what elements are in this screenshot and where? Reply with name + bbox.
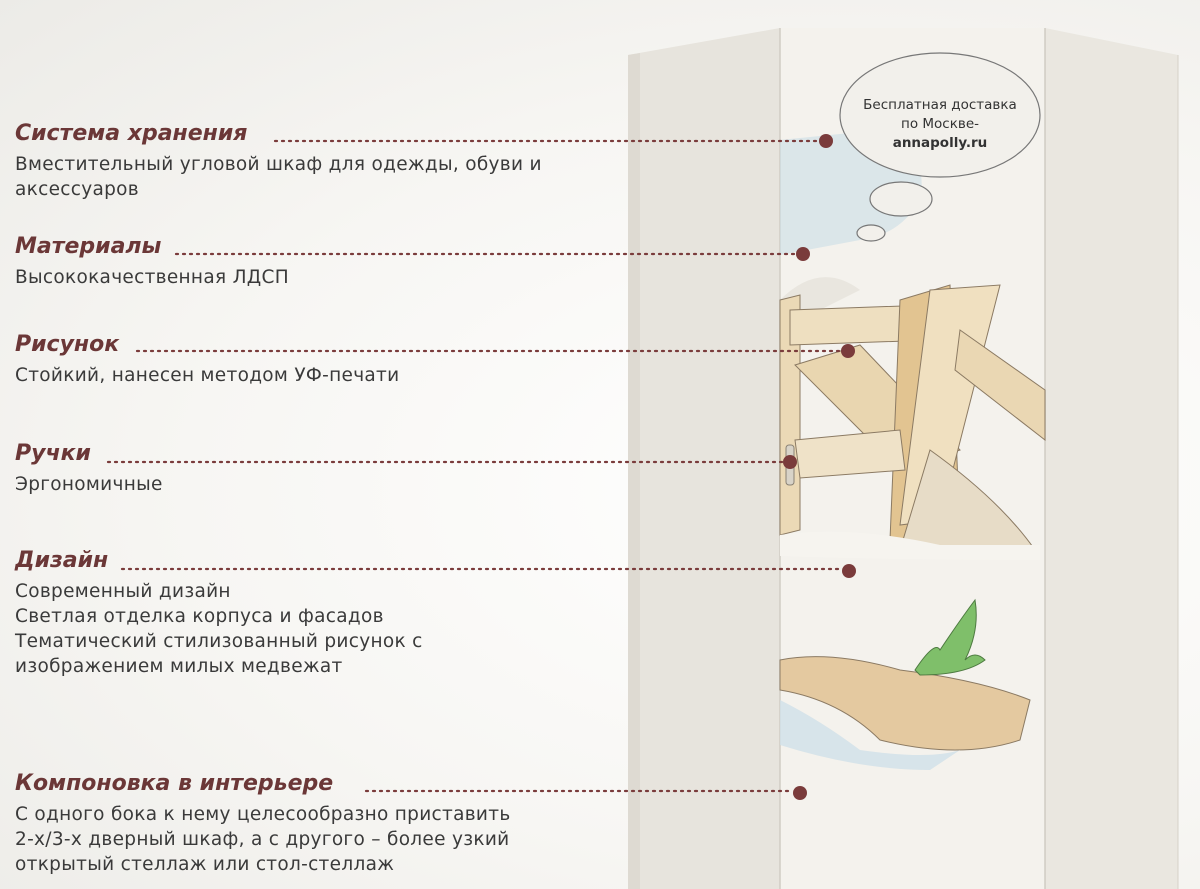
feature-title: Дизайн [15,548,109,573]
feature-description: Современный дизайн Светлая отделка корпуса и фасадов Тематический стилизованный рисунок с изображением милых медвежат [15,581,423,677]
feature-print [15,331,399,388]
feature-description: Высококачественная ЛДСП [15,267,289,288]
site-link[interactable]: annapolly.ru [892,135,988,151]
feature-title: Материалы [15,234,162,259]
wardrobe-side-panel [628,28,780,889]
feature-description: Эргономичные [15,474,163,495]
feature-description: Вместительный угловой шкаф для одежды, обуви и аксессуаров [15,154,542,200]
feature-title: Рисунок [15,332,120,357]
feature-description: С одного бока к нему целесообразно приставить 2-х/3-х дверный шкаф, а с другого – более узкий открытый стеллаж или стол-стеллаж [15,804,511,875]
feature-title: Компоновка в интерьере [15,771,334,796]
pointer-dot [842,564,856,578]
feature-layout [15,770,511,877]
pointer-dot [819,134,833,148]
pointer-dot [783,455,797,469]
feature-design [15,547,423,679]
feature-handles [15,440,163,497]
feature-title: Ручки [15,441,91,466]
pointer-dot [841,344,855,358]
delivery-note [848,96,1032,153]
delivery-line-2: по Москве- [901,116,979,132]
feature-title: Система хранения [15,121,248,146]
pointer-dot [793,786,807,800]
feature-materials [15,233,289,290]
feature-description: Стойкий, нанесен методом УФ-печати [15,365,400,386]
wardrobe-right-panel [1045,28,1178,889]
feature-storage [15,120,542,202]
delivery-line-1: Бесплатная доставка [863,97,1017,113]
pointer-dot [796,247,810,261]
